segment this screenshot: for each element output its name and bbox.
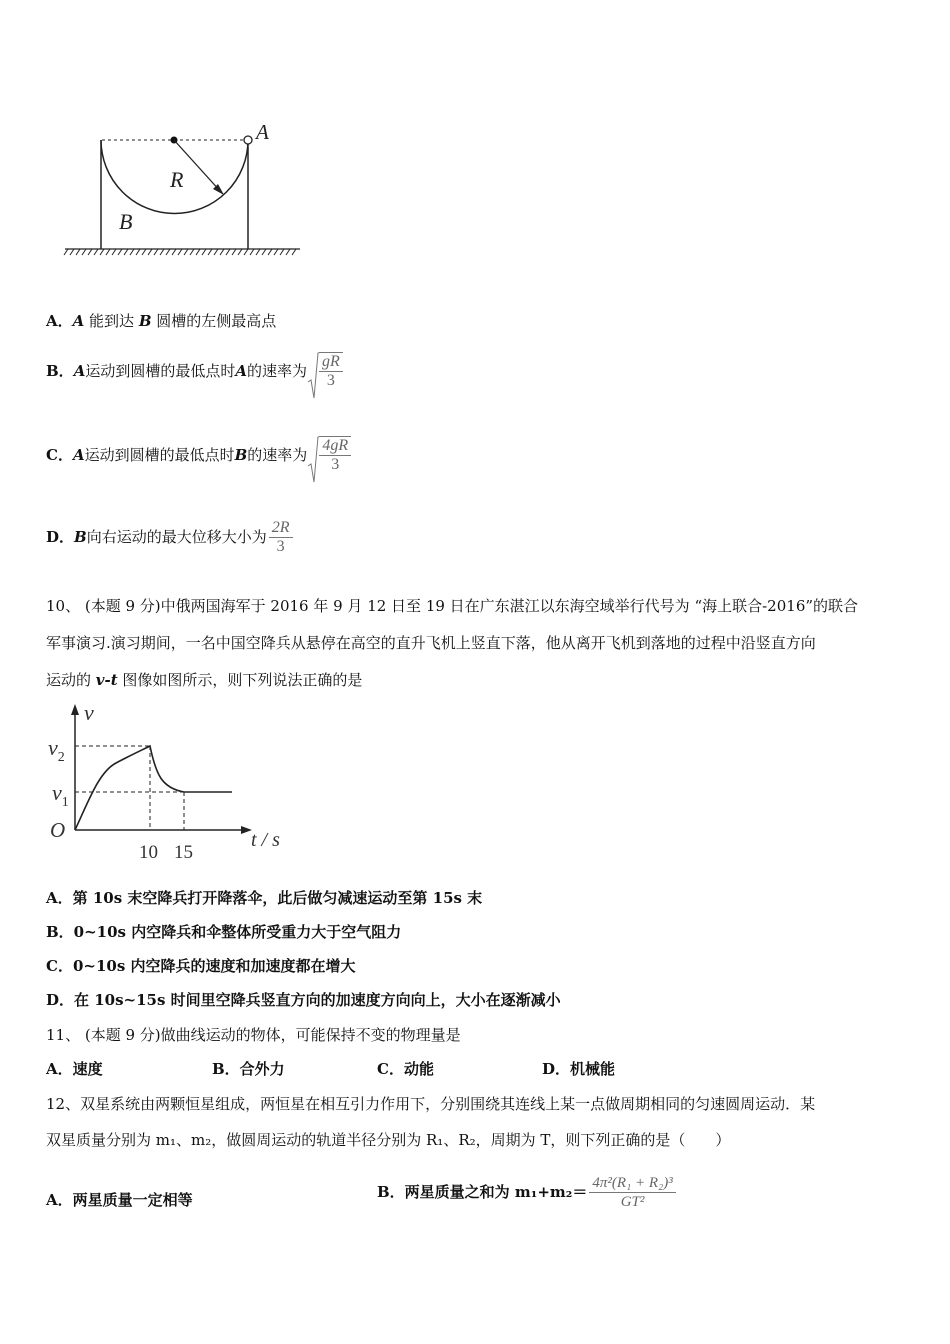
q10-option-b: B．0~10s 内空降兵和伞整体所受重力大于空气阻力 bbox=[46, 923, 402, 941]
mass-sum-fraction: $\frac{\text{4π²(R₁ + R₂)³}}{\text{GT²}}$ bbox=[589, 1174, 675, 1211]
q12-option-a: A．两星质量一定相等 bbox=[46, 1191, 193, 1209]
q11-option-a: A．速度 bbox=[46, 1060, 103, 1078]
q12-stem-line1: 12、双星系统由两颗恒星组成，两恒星在相互引力作用下，分别围绕其连线上某一点做周期相同的匀速圆周运动．某 bbox=[46, 1095, 816, 1113]
label-b: B bbox=[119, 209, 133, 234]
origin-label: O bbox=[50, 818, 66, 842]
velocity-curve bbox=[75, 746, 232, 830]
q9-option-d: D． B 向右运动的最大位移大小为 $\frac{2R}{3}$ bbox=[46, 512, 293, 562]
sqrt-4gr-over-3: $\frac{4gR}{3}$ bbox=[307, 436, 351, 474]
v1-label: $v_1$ bbox=[52, 780, 69, 810]
q10-option-d: D．在 10s~15s 时间里空降兵竖直方向的加速度方向向上，大小在逐渐减小 bbox=[46, 991, 561, 1009]
q10-stem-line1: 10、 (本题 9 分)中俄两国海军于 2016 年 9 月 12 日至 19 日在广东湛江以东海空域举行代号为 “海上联合-2016”的联合 bbox=[46, 597, 859, 615]
q10-option-a: A．第 10s 末空降兵打开降落伞，此后做匀减速运动至第 15s 末 bbox=[46, 889, 483, 907]
fraction-2r-over-3: $\frac{2R}{3}$ bbox=[269, 519, 293, 556]
label-a: A bbox=[256, 120, 269, 144]
q9-option-c: C． A 运动到圆槽的最低点时 B 的速率为 $\frac{4gR}{3}$ bbox=[46, 430, 351, 480]
q10-stem-line3: 运动的 v-t 图像如图所示，则下列说法正确的是 bbox=[46, 671, 363, 689]
q12-option-b: B．两星质量之和为 m₁+m₂＝ $\frac{\text{4π²(R₁ + R₂)³}}{\text{GT²}}$ bbox=[377, 1168, 676, 1216]
q11-option-d: D．机械能 bbox=[542, 1060, 616, 1078]
q10-option-c: C．0~10s 内空降兵的速度和加速度都在增大 bbox=[46, 957, 356, 975]
ground-hatching bbox=[64, 249, 296, 255]
y-axis-label: v bbox=[84, 700, 94, 725]
v2-label: $v_2$ bbox=[48, 735, 65, 765]
q10-stem-line2: 军事演习.演习期间，一名中国空降兵从悬停在高空的直升飞机上竖直下落，他从离开飞机到落地的过程中沿竖直方向 bbox=[46, 634, 816, 652]
q9-option-a: A．A 能到达 B 圆槽的左侧最高点 bbox=[46, 312, 277, 330]
v-t-graph bbox=[44, 700, 294, 865]
label-r: R bbox=[170, 167, 184, 192]
ball-a bbox=[244, 136, 252, 144]
tick-10: 10 bbox=[139, 842, 158, 863]
y-axis-arrow bbox=[71, 704, 79, 715]
groove-figure bbox=[60, 115, 310, 265]
x-axis-label: t / s bbox=[251, 829, 280, 851]
q11-option-c: C．动能 bbox=[377, 1060, 434, 1078]
q12-stem-line2: 双星质量分别为 m₁、m₂，做圆周运动的轨道半径分别为 R₁、R₂，周期为 T，则下列正确的是（ ） bbox=[46, 1131, 731, 1149]
q9-option-b: B． A 运动到圆槽的最低点时 A 的速率为 $\frac{gR}{3}$ bbox=[46, 346, 343, 396]
q11-stem: 11、 (本题 9 分)做曲线运动的物体，可能保持不变的物理量是 bbox=[46, 1026, 461, 1044]
q11-option-b: B．合外力 bbox=[212, 1060, 285, 1078]
sqrt-gr-over-3: $\frac{gR}{3}$ bbox=[307, 352, 343, 390]
tick-15: 15 bbox=[174, 842, 193, 863]
